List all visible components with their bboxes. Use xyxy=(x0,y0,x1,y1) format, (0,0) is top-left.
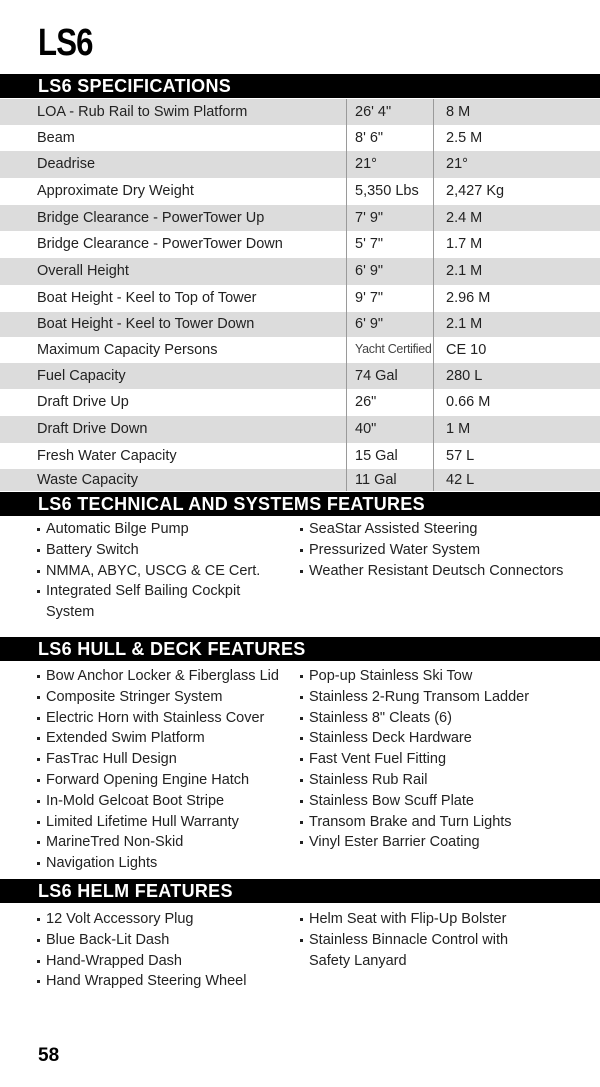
spec-row xyxy=(0,416,600,443)
spec-imperial-value: 26' 4" xyxy=(355,104,392,120)
feature-item: Integrated Self Bailing Cockpit System xyxy=(37,581,287,623)
feature-item: MarineTred Non-Skid xyxy=(37,832,299,853)
spec-row xyxy=(0,285,600,312)
feature-item: 12 Volt Accessory Plug xyxy=(37,909,287,930)
feature-item: Forward Opening Engine Hatch xyxy=(37,770,299,791)
hull-deck-features-list-left xyxy=(37,666,299,874)
spec-label: Boat Height - Keel to Tower Down xyxy=(37,316,255,332)
spec-row xyxy=(0,389,600,416)
feature-item: Electric Horn with Stainless Cover xyxy=(37,708,299,729)
spec-row xyxy=(0,125,600,151)
spec-row xyxy=(0,258,600,285)
feature-item: Vinyl Ester Barrier Coating xyxy=(300,832,590,853)
column-divider xyxy=(433,99,434,491)
spec-metric-value: 21° xyxy=(446,156,468,172)
spec-imperial-value: 7' 9" xyxy=(355,210,384,226)
spec-metric-value: 42 L xyxy=(446,472,475,488)
feature-item: In-Mold Gelcoat Boot Stripe xyxy=(37,791,299,812)
spec-imperial-value: 26" xyxy=(355,394,377,410)
spec-label: Beam xyxy=(37,130,75,146)
spec-metric-value: 2.96 M xyxy=(446,290,491,306)
spec-label: Waste Capacity xyxy=(37,472,138,488)
feature-item: Fast Vent Fuel Fitting xyxy=(300,749,590,770)
spec-row xyxy=(0,363,600,389)
spec-imperial-value: 6' 9" xyxy=(355,316,384,332)
specifications-table xyxy=(0,99,600,491)
spec-label: Fuel Capacity xyxy=(37,368,126,384)
spec-label: Approximate Dry Weight xyxy=(37,183,194,199)
spec-imperial-value: 5' 7" xyxy=(355,236,384,252)
spec-metric-value: 57 L xyxy=(446,448,475,464)
spec-metric-value: 2,427 Kg xyxy=(446,183,505,199)
spec-row xyxy=(0,469,600,491)
spec-imperial-value: 40" xyxy=(355,421,377,437)
feature-item: Limited Lifetime Hull Warranty xyxy=(37,812,299,833)
spec-metric-value: 1 M xyxy=(446,421,471,437)
technical-features-header: LS6 TECHNICAL AND SYSTEMS FEATURES xyxy=(0,492,600,516)
spec-label: Maximum Capacity Persons xyxy=(37,342,218,358)
model-title: LS6 xyxy=(38,22,93,64)
spec-label: Deadrise xyxy=(37,156,96,172)
hull-deck-features-header: LS6 HULL & DECK FEATURES xyxy=(0,637,600,661)
spec-imperial-value: 11 Gal xyxy=(355,472,397,488)
feature-item: Stainless 2-Rung Transom Ladder xyxy=(300,687,590,708)
feature-item: Blue Back-Lit Dash xyxy=(37,930,287,951)
spec-metric-value: 2.5 M xyxy=(446,130,483,146)
spec-row xyxy=(0,312,600,337)
feature-item: Automatic Bilge Pump xyxy=(37,519,287,540)
spec-label: Fresh Water Capacity xyxy=(37,448,177,464)
feature-item: Pop-up Stainless Ski Tow xyxy=(300,666,590,687)
spec-label: Boat Height - Keel to Top of Tower xyxy=(37,290,257,306)
spec-imperial-value: 6' 9" xyxy=(355,263,384,279)
spec-metric-value: 8 M xyxy=(446,104,471,120)
feature-item: Stainless 8" Cleats (6) xyxy=(300,708,590,729)
spec-imperial-value: 15 Gal xyxy=(355,448,398,464)
spec-imperial-value: 8' 6" xyxy=(355,130,384,146)
spec-imperial-value: 21° xyxy=(355,156,377,172)
hull-deck-features-list-right xyxy=(300,666,590,853)
spec-label: Overall Height xyxy=(37,263,129,279)
spec-metric-value: 2.1 M xyxy=(446,316,483,332)
spec-label: LOA - Rub Rail to Swim Platform xyxy=(37,104,248,120)
spec-imperial-value: 5,350 Lbs xyxy=(355,183,419,199)
spec-label: Bridge Clearance - PowerTower Up xyxy=(37,210,265,226)
spec-row xyxy=(0,205,600,231)
spec-label: Bridge Clearance - PowerTower Down xyxy=(37,236,283,252)
column-divider xyxy=(346,99,347,491)
spec-row xyxy=(0,231,600,258)
feature-item: Hand-Wrapped Dash xyxy=(37,951,287,972)
spec-imperial-value: Yacht Certified xyxy=(355,342,432,356)
spec-metric-value: 2.1 M xyxy=(446,263,483,279)
spec-metric-value: 1.7 M xyxy=(446,236,483,252)
spec-label: Draft Drive Down xyxy=(37,421,148,437)
feature-item: Stainless Deck Hardware xyxy=(300,728,590,749)
feature-item: Pressurized Water System xyxy=(300,540,590,561)
feature-item: Stainless Binnacle Control with Safety Lanyard xyxy=(300,930,540,972)
spec-row xyxy=(0,151,600,178)
feature-item: Stainless Bow Scuff Plate xyxy=(300,791,590,812)
spec-metric-value: 2.4 M xyxy=(446,210,483,226)
technical-features-list-left xyxy=(37,519,287,623)
spec-row xyxy=(0,443,600,469)
spec-metric-value: CE 10 xyxy=(446,342,487,358)
helm-features-header: LS6 HELM FEATURES xyxy=(0,879,600,903)
feature-item: Composite Stringer System xyxy=(37,687,299,708)
feature-item: NMMA, ABYC, USCG & CE Cert. xyxy=(37,561,287,582)
feature-item: FasTrac Hull Design xyxy=(37,749,299,770)
spec-label: Draft Drive Up xyxy=(37,394,129,410)
feature-item: Helm Seat with Flip-Up Bolster xyxy=(300,909,540,930)
feature-item: Battery Switch xyxy=(37,540,287,561)
specifications-header: LS6 SPECIFICATIONS xyxy=(0,74,600,98)
technical-features-list-right xyxy=(300,519,590,581)
spec-metric-value: 280 L xyxy=(446,368,483,384)
feature-item: Stainless Rub Rail xyxy=(300,770,590,791)
spec-metric-value: 0.66 M xyxy=(446,394,491,410)
feature-item: Extended Swim Platform xyxy=(37,728,299,749)
feature-item: Navigation Lights xyxy=(37,853,299,874)
spec-imperial-value: 74 Gal xyxy=(355,368,398,384)
feature-item: Weather Resistant Deutsch Connectors xyxy=(300,561,590,582)
feature-item: Bow Anchor Locker & Fiberglass Lid xyxy=(37,666,299,687)
spec-row xyxy=(0,178,600,205)
helm-features-list-right xyxy=(300,909,540,971)
page-number: 58 xyxy=(38,1045,60,1066)
helm-features-list-left xyxy=(37,909,287,992)
spec-row xyxy=(0,99,600,125)
feature-item: Transom Brake and Turn Lights xyxy=(300,812,590,833)
spec-imperial-value: 9' 7" xyxy=(355,290,384,306)
spec-row xyxy=(0,337,600,363)
feature-item: SeaStar Assisted Steering xyxy=(300,519,590,540)
feature-item: Hand Wrapped Steering Wheel xyxy=(37,971,287,992)
